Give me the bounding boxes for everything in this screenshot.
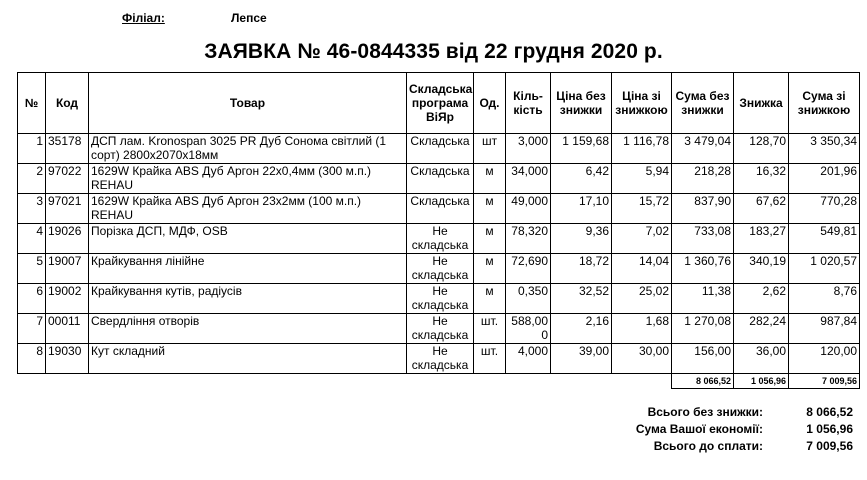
cell-code: 00011 bbox=[46, 314, 89, 344]
cell-discount: 183,27 bbox=[734, 224, 789, 254]
cell-item: 1629W Крайка ABS Дуб Аргон 22х0,4мм (300 м.п.) REHAU bbox=[89, 164, 407, 194]
cell-warehouse: Не складська bbox=[407, 314, 474, 344]
table-row bbox=[18, 284, 860, 314]
cell-code: 35178 bbox=[46, 134, 89, 164]
cell-no: 5 bbox=[18, 254, 46, 284]
total-sum-discount: 7 009,56 bbox=[789, 374, 860, 389]
table-row bbox=[18, 314, 860, 344]
total-discount: 1 056,96 bbox=[734, 374, 789, 389]
cell-unit: м bbox=[474, 284, 506, 314]
cell-unit: шт bbox=[474, 134, 506, 164]
cell-discount: 67,62 bbox=[734, 194, 789, 224]
cell-price: 9,36 bbox=[551, 224, 612, 254]
cell-sum-discount: 3 350,34 bbox=[789, 134, 860, 164]
cell-price-discount: 25,02 bbox=[612, 284, 672, 314]
cell-qty: 72,690 bbox=[506, 254, 551, 284]
cell-no: 6 bbox=[18, 284, 46, 314]
total-sum: 8 066,52 bbox=[672, 374, 734, 389]
header-sum-discount: Сума зі знижкою bbox=[789, 73, 860, 134]
cell-sum-discount: 201,96 bbox=[789, 164, 860, 194]
branch-label: Філіал: bbox=[122, 11, 165, 25]
summary-label: Сума Вашої економії: bbox=[635, 422, 763, 436]
cell-warehouse: Не складська bbox=[407, 224, 474, 254]
table-row bbox=[18, 344, 860, 374]
cell-price: 32,52 bbox=[551, 284, 612, 314]
cell-sum-discount: 8,76 bbox=[789, 284, 860, 314]
cell-qty: 49,000 bbox=[506, 194, 551, 224]
cell-price: 39,00 bbox=[551, 344, 612, 374]
cell-qty: 78,320 bbox=[506, 224, 551, 254]
cell-price: 18,72 bbox=[551, 254, 612, 284]
cell-item: Кут складний bbox=[89, 344, 407, 374]
header-item: Товар bbox=[89, 73, 407, 134]
cell-discount: 340,19 bbox=[734, 254, 789, 284]
cell-item: Свердління отворів bbox=[89, 314, 407, 344]
summary-value: 1 056,96 bbox=[806, 422, 853, 436]
cell-price: 17,10 bbox=[551, 194, 612, 224]
cell-unit: м bbox=[474, 224, 506, 254]
branch-line bbox=[0, 11, 867, 27]
cell-qty: 4,000 bbox=[506, 344, 551, 374]
table-row bbox=[18, 224, 860, 254]
cell-warehouse: Не складська bbox=[407, 254, 474, 284]
header-warehouse: Складська програма ВіЯр bbox=[407, 73, 474, 134]
cell-price-discount: 1,68 bbox=[612, 314, 672, 344]
header-qty: Кіль-кість bbox=[506, 73, 551, 134]
cell-sum-discount: 1 020,57 bbox=[789, 254, 860, 284]
cell-discount: 282,24 bbox=[734, 314, 789, 344]
cell-price-discount: 5,94 bbox=[612, 164, 672, 194]
cell-price-discount: 1 116,78 bbox=[612, 134, 672, 164]
order-title: ЗАЯВКА № 46-0844335 від 22 грудня 2020 р. bbox=[204, 40, 663, 63]
cell-item: ДСП лам. Kronospan 3025 PR Дуб Сонома світлий (1 сорт) 2800х2070х18мм bbox=[89, 134, 407, 164]
cell-unit: м bbox=[474, 194, 506, 224]
cell-price-discount: 15,72 bbox=[612, 194, 672, 224]
header-code: Код bbox=[46, 73, 89, 134]
header-price-discount: Ціна зі знижкою bbox=[612, 73, 672, 134]
cell-code: 19030 bbox=[46, 344, 89, 374]
cell-warehouse: Не складська bbox=[407, 284, 474, 314]
cell-price: 1 159,68 bbox=[551, 134, 612, 164]
cell-code: 19002 bbox=[46, 284, 89, 314]
cell-sum: 156,00 bbox=[672, 344, 734, 374]
cell-discount: 2,62 bbox=[734, 284, 789, 314]
header-no: № bbox=[18, 73, 46, 134]
cell-no: 3 bbox=[18, 194, 46, 224]
summary-label: Всього до сплати: bbox=[653, 439, 763, 453]
cell-sum: 218,28 bbox=[672, 164, 734, 194]
cell-warehouse: Складська bbox=[407, 164, 474, 194]
totals-spacer bbox=[18, 374, 672, 389]
summary-value: 8 066,52 bbox=[806, 405, 853, 419]
cell-warehouse: Не складська bbox=[407, 344, 474, 374]
cell-warehouse: Складська bbox=[407, 194, 474, 224]
cell-sum: 3 479,04 bbox=[672, 134, 734, 164]
cell-qty: 34,000 bbox=[506, 164, 551, 194]
cell-unit: шт. bbox=[474, 314, 506, 344]
cell-discount: 128,70 bbox=[734, 134, 789, 164]
cell-qty: 0,350 bbox=[506, 284, 551, 314]
summary-label: Всього без знижки: bbox=[647, 405, 763, 419]
cell-code: 19026 bbox=[46, 224, 89, 254]
cell-no: 1 bbox=[18, 134, 46, 164]
cell-sum: 733,08 bbox=[672, 224, 734, 254]
order-table bbox=[17, 72, 860, 389]
cell-sum-discount: 120,00 bbox=[789, 344, 860, 374]
cell-price: 6,42 bbox=[551, 164, 612, 194]
cell-price-discount: 14,04 bbox=[612, 254, 672, 284]
cell-sum: 1 360,76 bbox=[672, 254, 734, 284]
cell-price-discount: 7,02 bbox=[612, 224, 672, 254]
cell-sum: 837,90 bbox=[672, 194, 734, 224]
cell-unit: м bbox=[474, 164, 506, 194]
cell-item: Крайкування кутів, радіусів bbox=[89, 284, 407, 314]
cell-qty: 588,000 bbox=[506, 314, 551, 344]
header-sum: Сума без знижки bbox=[672, 73, 734, 134]
cell-item: 1629W Крайка ABS Дуб Аргон 23х2мм (100 м.п.) REHAU bbox=[89, 194, 407, 224]
table-row bbox=[18, 164, 860, 194]
cell-no: 2 bbox=[18, 164, 46, 194]
cell-code: 19007 bbox=[46, 254, 89, 284]
table-row bbox=[18, 254, 860, 284]
cell-no: 4 bbox=[18, 224, 46, 254]
header-price: Ціна без знижки bbox=[551, 73, 612, 134]
cell-sum-discount: 987,84 bbox=[789, 314, 860, 344]
table-header-row bbox=[18, 73, 860, 134]
table-row bbox=[18, 134, 860, 164]
cell-sum: 1 270,08 bbox=[672, 314, 734, 344]
cell-no: 8 bbox=[18, 344, 46, 374]
cell-discount: 16,32 bbox=[734, 164, 789, 194]
cell-warehouse: Складська bbox=[407, 134, 474, 164]
cell-price: 2,16 bbox=[551, 314, 612, 344]
cell-unit: шт. bbox=[474, 344, 506, 374]
cell-qty: 3,000 bbox=[506, 134, 551, 164]
cell-discount: 36,00 bbox=[734, 344, 789, 374]
header-unit: Од. bbox=[474, 73, 506, 134]
cell-sum-discount: 770,28 bbox=[789, 194, 860, 224]
cell-unit: м bbox=[474, 254, 506, 284]
cell-item: Крайкування лінійне bbox=[89, 254, 407, 284]
cell-no: 7 bbox=[18, 314, 46, 344]
cell-code: 97022 bbox=[46, 164, 89, 194]
cell-sum-discount: 549,81 bbox=[789, 224, 860, 254]
table-row bbox=[18, 194, 860, 224]
cell-price-discount: 30,00 bbox=[612, 344, 672, 374]
branch-value: Лепсе bbox=[231, 11, 267, 25]
cell-item: Порізка ДСП, МДФ, OSB bbox=[89, 224, 407, 254]
summary-value: 7 009,56 bbox=[806, 439, 853, 453]
header-discount: Знижка bbox=[734, 73, 789, 134]
cell-sum: 11,38 bbox=[672, 284, 734, 314]
table-totals-row bbox=[18, 374, 860, 389]
cell-code: 97021 bbox=[46, 194, 89, 224]
